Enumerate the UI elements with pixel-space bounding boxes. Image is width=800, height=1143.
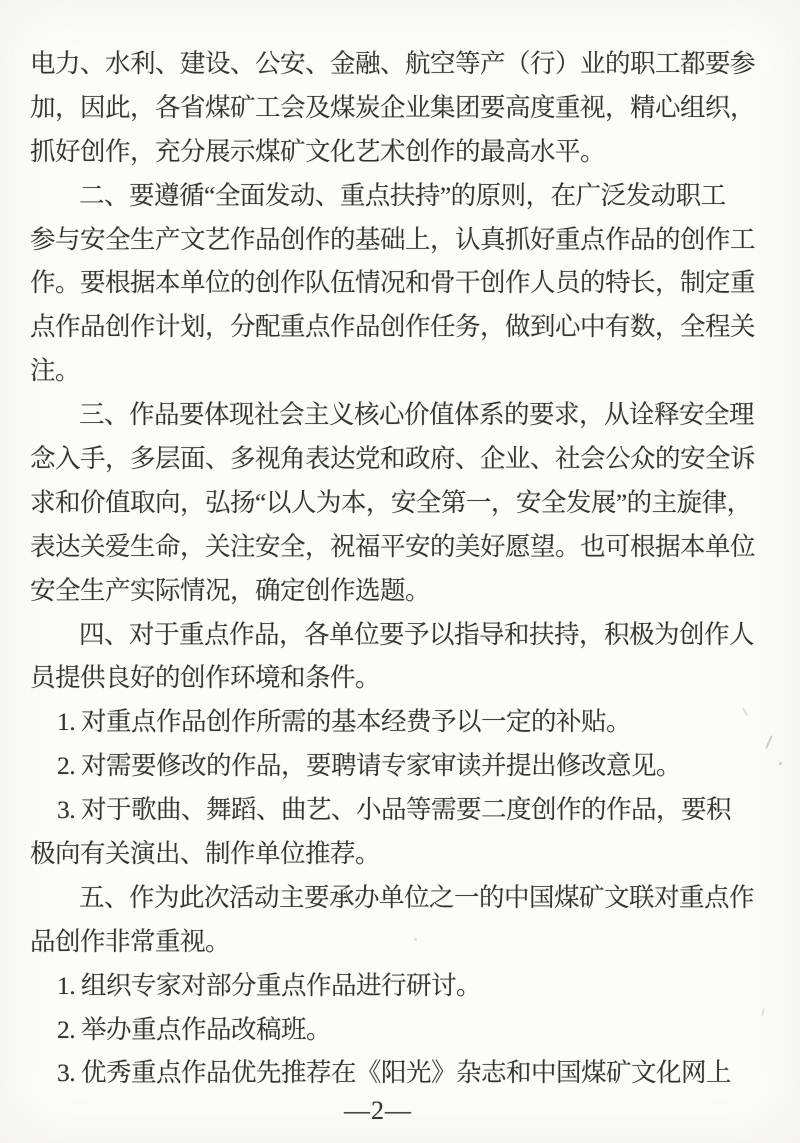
text-line: 三、作品要体现社会主义核心价值体系的要求，从诠释安全理 — [79, 400, 755, 430]
text-line: 2. 举办重点作品改稿班。 — [57, 1014, 332, 1044]
text-line: 品创作非常重视。 — [30, 926, 231, 956]
text-line: 1. 组织专家对部分重点作品进行研讨。 — [57, 970, 482, 1000]
text-line: 1. 对重点作品创作所需的基本经费予以一定的补贴。 — [57, 707, 632, 737]
scan-speck — [779, 762, 782, 765]
text-line: 作。要根据本单位的创作队伍情况和骨干创作人员的特长，制定重 — [30, 268, 756, 298]
text-line: 参与安全生产文艺作品创作的基础上，认真抓好重点作品的创作工 — [30, 224, 756, 254]
text-line: 求和价值取向，弘扬“以人为本，安全第一，安全发展”的主旋律， — [30, 487, 752, 517]
text-line: 2. 对需要修改的作品，要聘请专家审读并提出修改意见。 — [57, 751, 682, 781]
scan-speck — [414, 938, 417, 941]
text-line: 电力、水利、建设、公安、金融、航空等产（行）业的职工都要参 — [30, 49, 756, 78]
text-line: 五、作为此次活动主要承办单位之一的中国煤矿文联对重点作 — [79, 882, 755, 912]
text-line: 二、要遵循“全面发动、重点扶持”的原则，在广泛发动职工 — [79, 180, 726, 210]
text-line: 注。 — [30, 356, 81, 386]
text-line: 3. 对于歌曲、舞蹈、曲艺、小品等需要二度创作的作品，要积 — [57, 795, 732, 825]
text-line: 点作品创作计划，分配重点作品创作任务，做到心中有数，全程关 — [30, 312, 756, 342]
document-body — [30, 42, 770, 1095]
text-line: 四、对于重点作品，各单位要予以指导和扶持，积极为创作人 — [79, 619, 755, 649]
page-number: —2— — [344, 1096, 412, 1125]
text-line: 3. 优秀重点作品优先推荐在《阳光》杂志和中国煤矿文化网上 — [57, 1058, 732, 1088]
text-line: 抓好创作，充分展示煤矿文化艺术创作的最高水平。 — [30, 136, 606, 166]
text-line: 极向有关演出、制作单位推荐。 — [30, 839, 381, 869]
text-line: 念入手，多层面、多视角表达党和政府、企业、社会公众的安全诉 — [30, 444, 756, 474]
text-line: 安全生产实际情况，确定创作选题。 — [30, 575, 431, 605]
text-line: 加，因此，各省煤矿工会及煤炭企业集团要高度重视，精心组织， — [30, 92, 756, 122]
text-line: 员提供良好的创作环境和条件。 — [30, 663, 381, 693]
text-line: 表达关爱生命，关注安全，祝福平安的美好愿望。也可根据本单位 — [30, 531, 756, 561]
